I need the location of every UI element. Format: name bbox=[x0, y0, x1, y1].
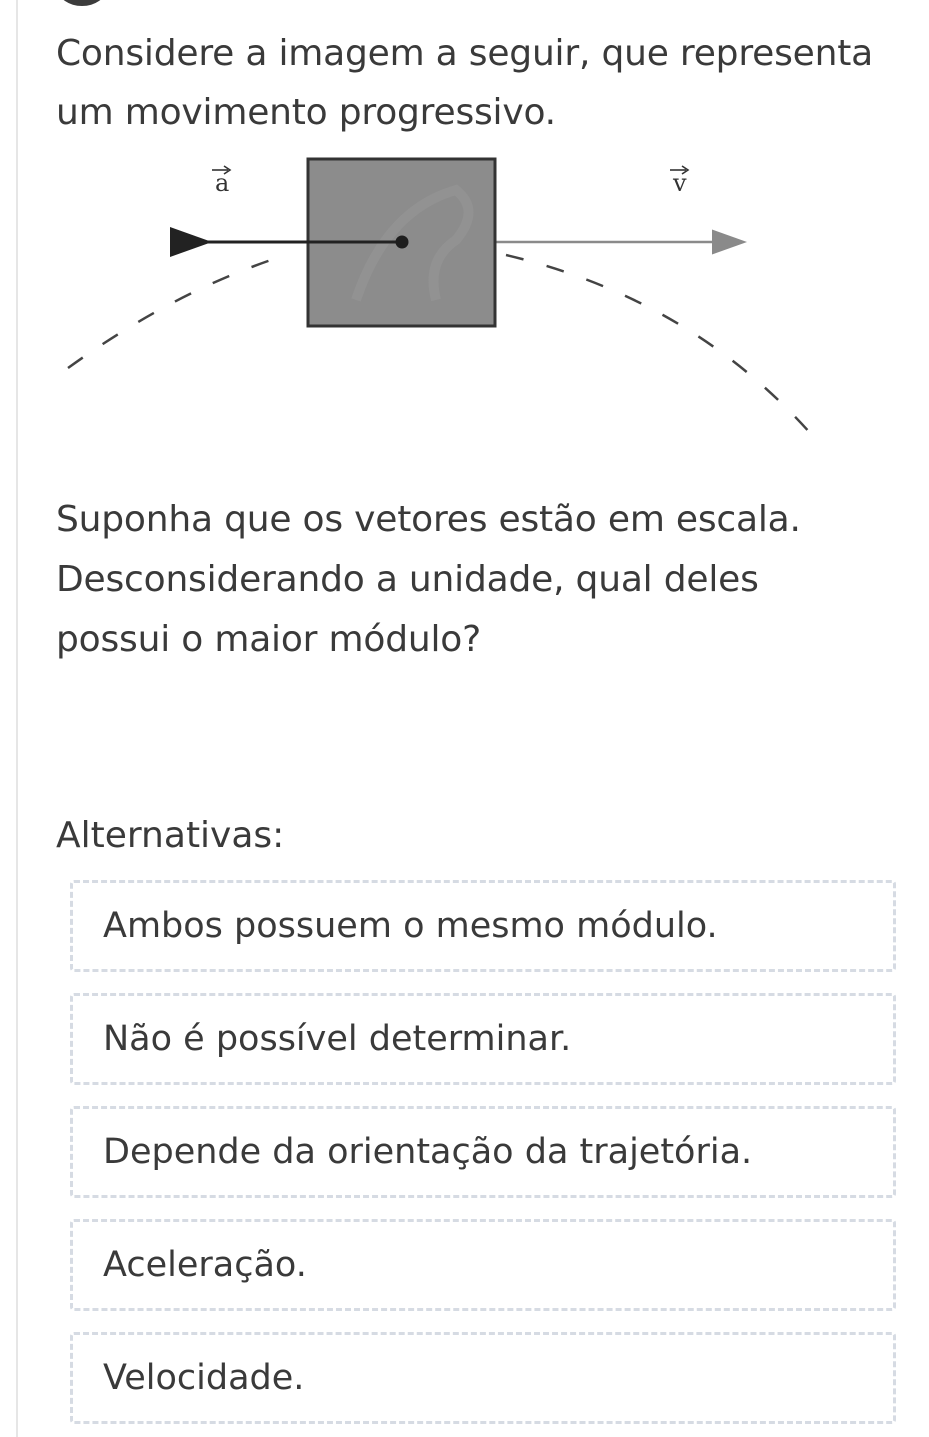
question-line-1: Considere a imagem a seguir, que representa bbox=[56, 33, 873, 74]
avatar bbox=[58, 0, 106, 6]
alternative-label: Não é possível determinar. bbox=[103, 1019, 572, 1059]
question-text bbox=[56, 24, 906, 142]
alternative-option-4[interactable] bbox=[70, 1219, 896, 1311]
alternative-label: Aceleração. bbox=[103, 1245, 307, 1285]
alternatives-title: Alternativas: bbox=[56, 815, 285, 856]
velocity-label: v bbox=[673, 169, 687, 197]
alternative-label: Depende da orientação da trajetória. bbox=[103, 1132, 753, 1172]
object-center-dot bbox=[396, 236, 409, 249]
question-line-2: um movimento progressivo. bbox=[56, 92, 556, 133]
alternative-option-2[interactable] bbox=[70, 993, 896, 1085]
alternative-option-1[interactable] bbox=[70, 880, 896, 972]
prompt-text bbox=[56, 490, 906, 670]
accel-label: a bbox=[215, 169, 230, 197]
prompt-line-1: Suponha que os vetores estão em escala. bbox=[56, 499, 801, 540]
left-rule bbox=[16, 0, 18, 1437]
alternative-option-3[interactable] bbox=[70, 1106, 896, 1198]
trajectory-right bbox=[506, 255, 818, 442]
alternative-label: Velocidade. bbox=[103, 1358, 305, 1398]
prompt-line-2: Desconsiderando a unidade, qual deles bbox=[56, 559, 759, 600]
trajectory-left bbox=[68, 255, 286, 368]
alternative-label: Ambos possuem o mesmo módulo. bbox=[103, 906, 718, 946]
prompt-line-3: possui o maior módulo? bbox=[56, 619, 482, 660]
motion-figure bbox=[56, 150, 836, 460]
alternative-option-5[interactable] bbox=[70, 1332, 896, 1424]
